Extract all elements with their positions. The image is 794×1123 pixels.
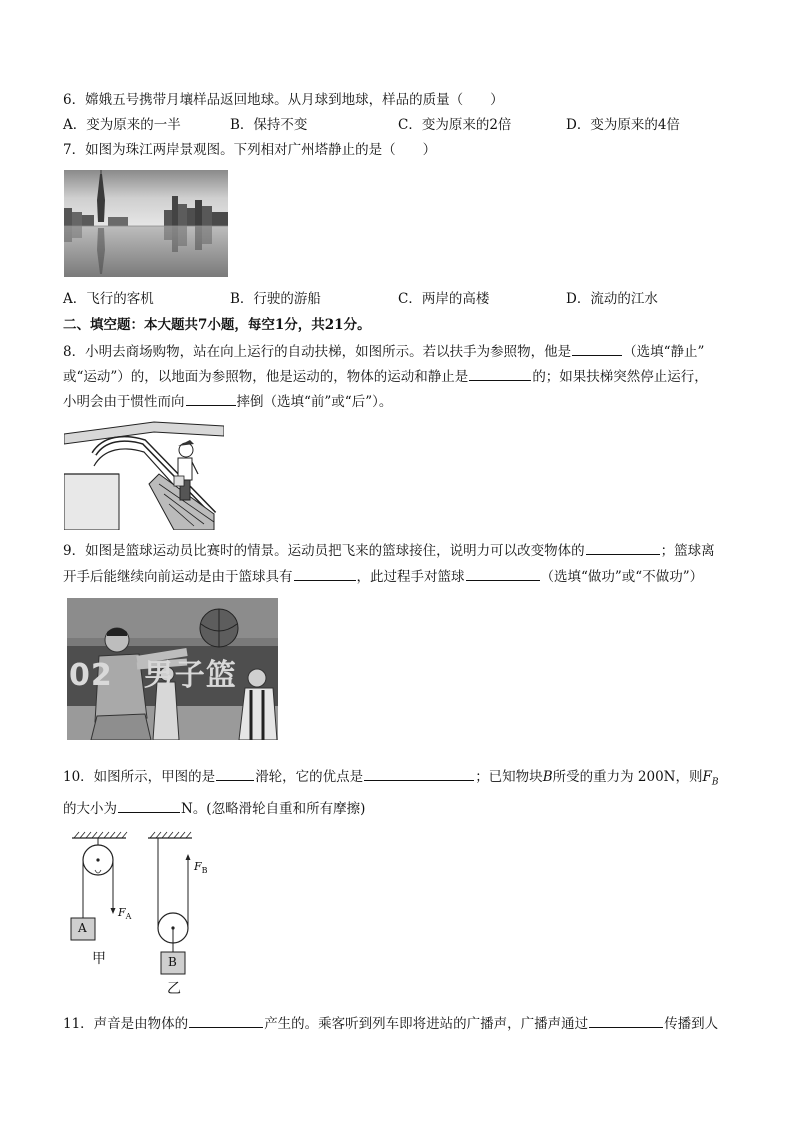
q11-blank-2[interactable]	[589, 1013, 663, 1028]
q9-text-2b: ，此过程手对篮球	[356, 569, 465, 585]
banner-text: 02 男子篮	[69, 658, 237, 693]
q8-text-1a: 8．小明去商场购物，站在向上运行的自动扶梯，如图所示。若以扶手为参照物，他是	[63, 344, 572, 360]
q11-text-1a: 11．声音是由物体的	[63, 1016, 189, 1032]
q7-option-d: D．流动的江水	[566, 291, 658, 307]
q9-line-2	[63, 566, 703, 586]
q10-blank-1[interactable]	[216, 766, 254, 781]
escalator-figure	[64, 414, 224, 530]
q9-blank-2[interactable]	[294, 566, 356, 581]
q10-text-1a: 10．如图所示，甲图的是	[63, 769, 216, 785]
q11-blank-1[interactable]	[189, 1013, 263, 1028]
force-a-subscript: A	[125, 912, 132, 922]
q8-text-2a: 或“运动”）的，以地面为参照物，他是运动的，物体的运动和静止是	[63, 369, 469, 385]
q7-stem: 7．如图为珠江两岸景观图。下列相对广州塔静止的是（ ）	[63, 142, 437, 158]
force-b-label	[194, 860, 208, 875]
q9-text-2c: （选填“做功”或“不做功”）	[540, 569, 704, 585]
pearl-river-photo	[64, 170, 228, 277]
q10-text-2b: N。(忽略滑轮自重和所有摩擦)	[181, 801, 366, 817]
q8-text-2b: 的；如果扶梯突然停止运行，	[532, 369, 708, 385]
q11-line-1	[63, 1013, 718, 1033]
q10-text-1c: ；已知物块	[475, 769, 543, 785]
q6-stem: 6．嫦娥五号携带月壤样品返回地球。从月球到地球，样品的质量（ ）	[63, 92, 504, 108]
q10-text-1b: 滑轮，它的优点是	[255, 769, 364, 785]
q8-text-3b: 摔倒（选填“前”或“后”）。	[236, 394, 393, 410]
q7-option-b: B．行驶的游船	[230, 291, 321, 307]
force-b-subscript: B	[201, 866, 208, 876]
q10-var-f-sub: B	[711, 777, 719, 788]
q9-line-1	[63, 540, 715, 560]
q6-option-a: A．变为原来的一半	[63, 117, 181, 133]
q11-text-1b: 产生的。乘客听到列车即将进站的广播声，广播声通过	[264, 1016, 589, 1032]
q8-text-1b: （选填“静止”	[623, 344, 705, 360]
q6-option-c: C．变为原来的2倍	[398, 117, 512, 133]
q6-option-d: D．变为原来的4倍	[566, 117, 680, 133]
section-title-fill-in: 二、填空题：本大题共7小题，每空1分，共21分。	[63, 317, 371, 333]
q10-blank-3[interactable]	[118, 798, 180, 813]
q8-blank-3[interactable]	[186, 391, 236, 406]
q11-text-1c: 传播到人	[664, 1016, 719, 1032]
q10-text-1e: 所受的重力为 200N，则	[552, 769, 703, 785]
block-a-label: A	[78, 921, 87, 935]
q10-line-2	[63, 798, 365, 818]
label-yi: 乙	[167, 981, 181, 997]
force-b-symbol: F	[194, 860, 202, 873]
q8-line-2	[63, 366, 708, 386]
q7-option-a: A．飞行的客机	[63, 291, 154, 307]
force-a-label	[118, 906, 131, 921]
q8-blank-2[interactable]	[469, 366, 531, 381]
q9-text-1b: ；篮球离	[660, 543, 715, 559]
q6-option-b: B．保持不变	[230, 117, 308, 133]
q8-blank-1[interactable]	[572, 341, 622, 356]
label-jia: 甲	[92, 951, 106, 967]
q9-text-2a: 开手后能继续向前运动是由于篮球具有	[63, 569, 293, 585]
q10-text-2a: 的大小为	[63, 801, 117, 817]
force-a-symbol: F	[118, 906, 126, 919]
q9-blank-1[interactable]	[586, 540, 660, 555]
q8-line-1	[63, 341, 704, 361]
q10-blank-2[interactable]	[364, 766, 474, 781]
pulley-figure	[66, 830, 226, 998]
q9-text-1a: 9．如图是篮球运动员比赛时的情景。运动员把飞来的篮球接住，说明力可以改变物体的	[63, 543, 585, 559]
q8-line-3	[63, 391, 392, 411]
q9-blank-3[interactable]	[466, 566, 540, 581]
q8-text-3a: 小明会由于惯性而向	[63, 394, 185, 410]
block-b-label: B	[168, 955, 177, 969]
q7-option-c: C．两岸的高楼	[398, 291, 490, 307]
q10-var-f: F	[702, 769, 712, 785]
basketball-photo	[67, 598, 278, 740]
q10-line-1	[63, 766, 718, 792]
q10-var-b: B	[542, 769, 553, 785]
